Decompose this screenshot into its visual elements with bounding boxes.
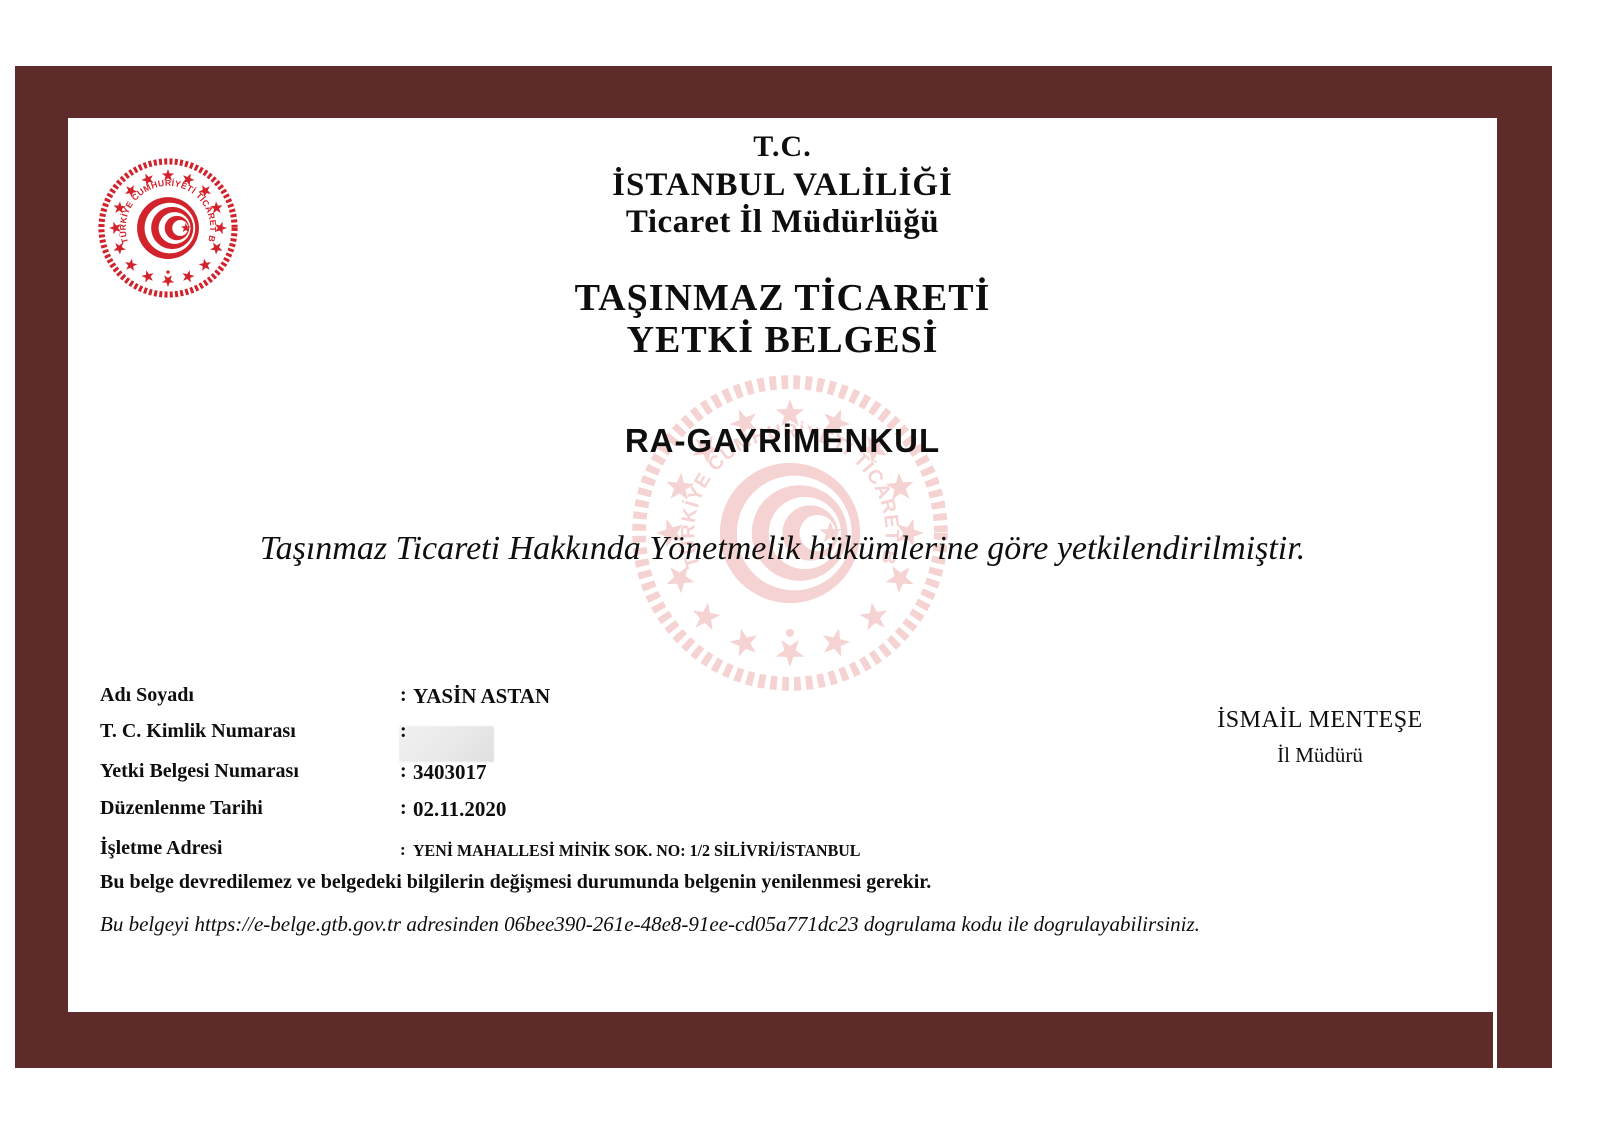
signatory-name: İSMAİL MENTEŞE: [1217, 707, 1423, 733]
field-label: İşletme Adresi: [100, 837, 223, 859]
field-label: Düzenlenme Tarihi: [100, 797, 263, 819]
field-label: Adı Soyadı: [100, 684, 194, 706]
field-separator: :: [400, 797, 407, 819]
frame-bottom-bar: [15, 1012, 1493, 1068]
authorization-statement: Taşınmaz Ticareti Hakkında Yönetmelik hükümlerine göre yetkilendirilmiştir.: [259, 530, 1306, 567]
frame-left-bar: [15, 66, 68, 1068]
field-value: YASİN ASTAN: [413, 684, 551, 708]
field-separator: :: [400, 760, 407, 782]
verification-note: Bu belgeyi https://e-belge.gtb.gov.tr adresinden 06bee390-261e-48e8-91ee-cd05a771dc23 dogrulama kodu ile dogrulayabilirsiniz.: [100, 912, 1200, 936]
frame-right-bar: [1497, 66, 1552, 1068]
field-separator: :: [400, 684, 407, 706]
page-title-line2: YETKİ BELGESİ: [626, 319, 939, 361]
frame-top-bar: [15, 66, 1552, 118]
field-value: 3403017: [413, 760, 487, 784]
field-value: 02.11.2020: [413, 797, 507, 821]
signatory-title: İl Müdürü: [1277, 743, 1363, 767]
field-separator: :: [400, 720, 407, 742]
field-separator: :: [400, 840, 406, 859]
field-label: Yetki Belgesi Numarası: [100, 760, 299, 782]
non-transferable-note: Bu belge devredilemez ve belgedeki bilgilerin değişmesi durumunda belgenin yenilenmesi gerekir.: [100, 871, 932, 893]
header-directorate: Ticaret İl Müdürlüğü: [625, 204, 940, 240]
header-authority: İSTANBUL VALİLİĞİ: [612, 167, 953, 203]
field-row-business-address: [0, 837, 1600, 865]
page-title-line1: TAŞINMAZ TİCARETİ: [574, 277, 991, 319]
field-value: YENİ MAHALLESİ MİNİK SOK. NO: 1/2 SİLİVRİ/İSTANBUL: [413, 841, 861, 860]
field-label: T. C. Kimlik Numarası: [100, 720, 296, 742]
field-row-issue-date: [0, 797, 1600, 825]
header-country: T.C.: [753, 130, 812, 163]
business-name: RA-GAYRİMENKUL: [624, 422, 941, 459]
signature-block: [1170, 707, 1470, 768]
